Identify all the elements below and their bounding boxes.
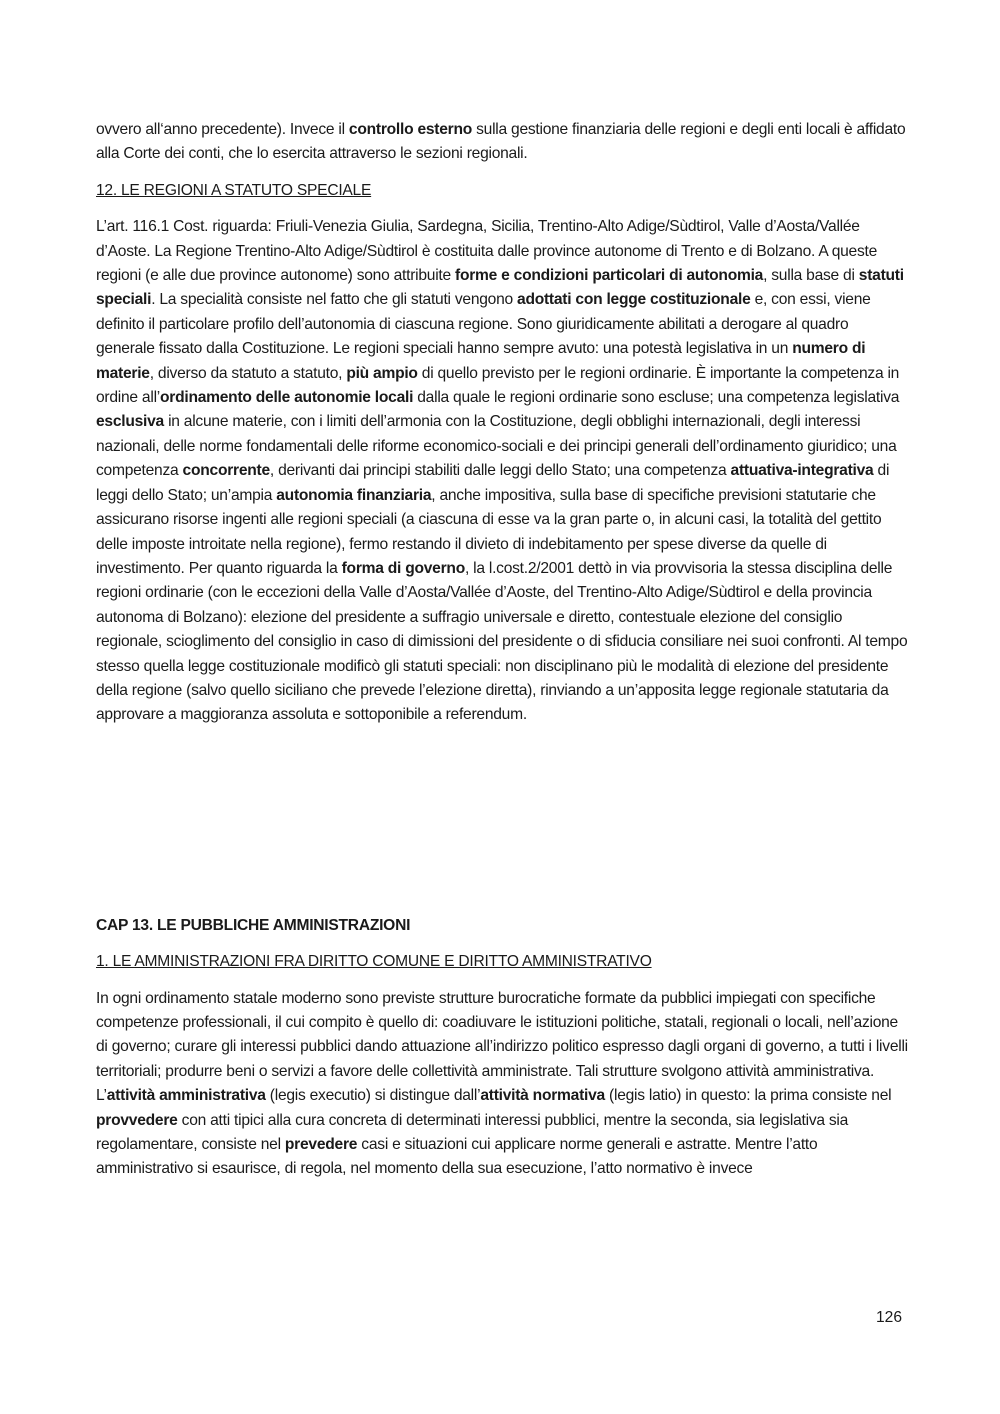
bold-term: statuti speciali: [96, 267, 904, 309]
text-run: , diverso da statuto a statuto,: [149, 364, 347, 382]
paragraph-regioni-statuto-speciale: [96, 215, 908, 728]
bold-term: più ampio: [346, 364, 418, 382]
text-run: con atti tipici alla cura concreta di determinati interessi pubblici, mentre la seconda, sia legislativa sia regolamentare, consiste nel: [96, 1111, 849, 1153]
text-run: dalla quale le regioni ordinarie sono escluse; una competenza legislativa: [413, 389, 900, 407]
text-run: in alcune materie, con i limiti dell’armonia con la Costituzione, degli obblighi internazionali, degli interessi nazionali, delle norme fondamentali delle riforme economico-sociali e dei principi generali dell’ordinamento giuridico; una competenza: [96, 413, 897, 480]
paragraph-controllo-esterno: [96, 118, 908, 167]
bold-term: autonomia finanziaria: [276, 486, 432, 504]
paragraph-amministrazioni: [96, 987, 908, 1182]
text-run: (legis latio) in questo: la prima consiste nel: [604, 1087, 892, 1105]
bold-term: attività normativa: [480, 1087, 605, 1105]
bold-term: forma di governo: [341, 559, 465, 577]
text-run: , la l.cost.2/2001 dettò in via provvisoria la stessa disciplina delle regioni ordinarie (con le eccezioni della Valle d’Aosta/Vallée d’Aoste, del Trentino-Alto Adige/Sùdtirol e della provincia autonoma di Bolzano): elezione del presidente a suffragio universale e diretto, contestuale elezione del consiglio regionale, scioglimento del consiglio in caso di dimissioni del presidente o di sfiducia consiliare nei suoi confronti. Al tempo stesso quella legge costituzionale modificò gli statuti speciali: non disciplinano più le modalità di elezione del presidente della regione (salvo quello siciliano che prevede l’elezione diretta), rinviando a un’apposita legge regionale statutaria da approvare a maggioranza assoluta e sottoponibile a referendum.: [96, 559, 908, 724]
page-number: 126: [876, 1309, 903, 1326]
bold-term: provvedere: [96, 1111, 178, 1129]
bold-term: prevedere: [284, 1136, 358, 1153]
bold-term: forme e condizioni particolari di autonomia: [455, 267, 764, 285]
text-run: , derivanti dai principi stabiliti dalle leggi dello Stato; una competenza: [269, 462, 731, 480]
bold-term: attuativa-integrativa: [730, 462, 874, 480]
document-page: [96, 118, 908, 1182]
text-run: In ogni ordinamento statale moderno sono previste strutture burocratiche formate da pubblici impiegati con specifiche competenze professionali, il cui compito è quello di: coadiuvare le istituzioni politiche, statali, regionali o locali, nell’azione di governo; curare gli interessi pubblici dando attuazione all’indirizzo politico espresso dagli organi di governo, a tutti i livelli territoriali; produrre beni o servizi a favore delle collettività amministrate. Tali strutture svolgono attività amministrativa. L’: [96, 989, 908, 1105]
bold-term: concorrente: [182, 462, 270, 480]
text-run: (legis executio) si distingue dall’: [265, 1087, 481, 1105]
bold-term: numero di materie: [96, 340, 866, 382]
text-run: di leggi dello Stato; un’ampia: [96, 462, 890, 504]
bold-term: attività amministrativa: [106, 1087, 266, 1105]
text-run: , sulla base di: [763, 267, 859, 285]
section-heading-12: 12. LE REGIONI A STATUTO SPECIALE: [96, 181, 372, 199]
text-run: sulla gestione finanziaria delle regioni e degli enti locali è affidato alla Corte dei conti, che lo esercita attraverso le sezioni regionali.: [96, 121, 906, 163]
text-run: di quello previsto per le regioni ordinarie. È importante la competenza in ordine all’: [96, 364, 900, 407]
bold-term: adottati con legge costituzionale: [517, 291, 751, 309]
section-heading-1: 1. LE AMMINISTRAZIONI FRA DIRITTO COMUNE E DIRITTO AMMINISTRATIVO: [96, 953, 652, 971]
text-run: . La specialità consiste nel fatto che gli statuti vengono: [151, 291, 518, 309]
text-run: L’art. 116.1 Cost. riguarda: Friuli-Venezia Giulia, Sardegna, Sicilia, Trentino-Alto Adige/Sùdtirol, Valle d’Aosta/Vallée d’Aoste. La Regione Trentino-Alto Adige/Sùdtirol è costituita dalle province autonome di Trento e di Bolzano. A queste regioni (e alle due province autonome) sono attribuite: [96, 218, 878, 285]
chapter-title-13: CAP 13. LE PUBBLICHE AMMINISTRAZIONI: [96, 916, 411, 934]
bold-term: esclusiva: [96, 413, 164, 431]
text-run: , anche impositiva, sulla base di specifiche previsioni statutarie che assicurano risorse ingenti alle regioni speciali (a ciascuna di esse va la gran parte o, in alcuni casi, la totalità del gettito delle imposte introitate nella regione), fermo restando il divieto di indebitamento per spese diverse da quelle di investimento. Per quanto riguarda la: [96, 486, 882, 577]
text-run: casi e situazioni cui applicare norme generali e astratte. Mentre l’atto amministrativo si esaurisce, di regola, nel momento della sua esecuzione, l’atto normativo è invece: [96, 1136, 818, 1178]
text-run: e, con essi, viene definito il particolare profilo dell’autonomia di ciascuna regione. Sono giuridicamente abilitati a derogare al quadro generale fissato dalla Costituzione. Le regioni speciali hanno sempre avuto: una potestà legislativa in un: [96, 291, 871, 358]
bold-term: controllo esterno: [348, 121, 473, 138]
bold-term: ordinamento delle autonomie locali: [160, 389, 414, 407]
text-run: ovvero all‘anno precedente). Invece il: [96, 121, 349, 138]
